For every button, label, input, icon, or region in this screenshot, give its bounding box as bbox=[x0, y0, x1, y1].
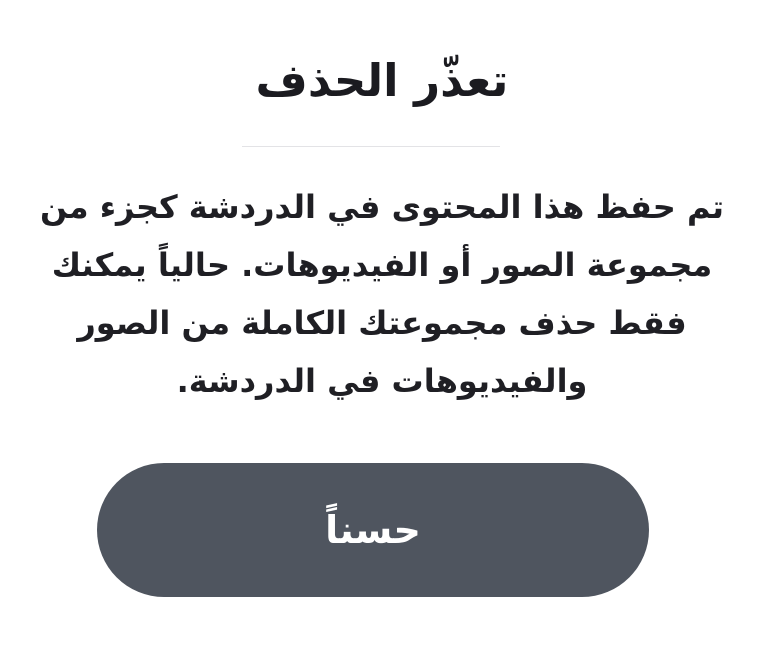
ok-button[interactable]: حسناً bbox=[97, 463, 649, 597]
title-divider bbox=[242, 146, 500, 147]
dialog-message: تم حفظ هذا المحتوى في الدردشة كجزء من مجموعة الصور أو الفيديوهات. حالياً يمكنك فقط حذف مجموعتك الكاملة من الصور والفيديوهات في الدردشة. bbox=[39, 188, 725, 400]
dialog-title: تعذّر الحذف bbox=[255, 54, 509, 107]
